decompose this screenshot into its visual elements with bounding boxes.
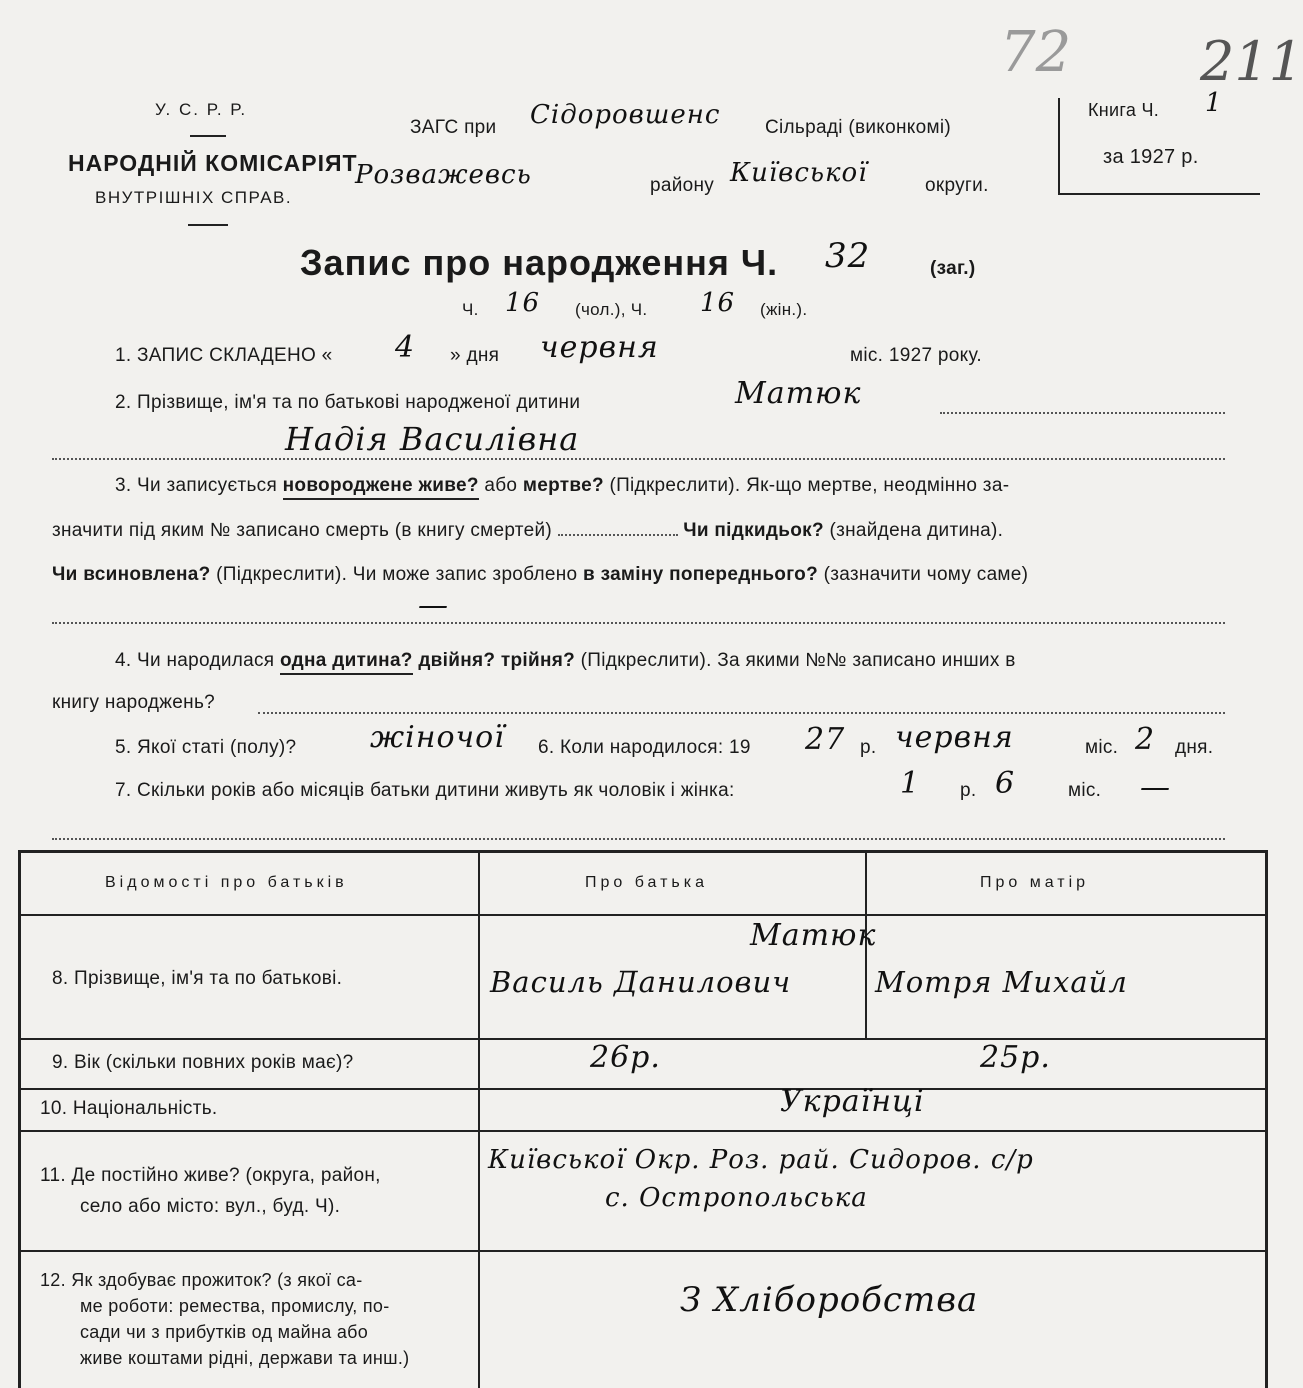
q4-line-answer (258, 712, 1225, 714)
q3-text-a: 3. Чи записується (115, 475, 278, 496)
row12-label-2: ме роботи: ремества, промислу, по- (80, 1296, 390, 1316)
q7-months-handwritten: 6 (995, 766, 1016, 801)
q3-replacement-option: в заміну попереднього? (583, 564, 818, 585)
q3-line-answer (52, 622, 1225, 624)
q4-twins-option: двійня? (418, 650, 496, 671)
q3-text-c: або (484, 475, 518, 496)
female-label: (жін.). (760, 300, 808, 319)
row12-occupation-handwritten: З Хліборобства (680, 1280, 979, 1320)
okruhy-label: округи. (925, 175, 989, 196)
rayonu-label: району (650, 175, 715, 196)
village-handwritten: Сідоровшенс (530, 100, 721, 130)
q3-text-e: (Підкреслити). Як-що мертве, неодмінно за- (609, 475, 1010, 496)
row8-mother-handwritten: Мотря Михайл (875, 965, 1128, 999)
q7-years-handwritten: 1 (900, 766, 921, 801)
q7-line-answer (52, 838, 1225, 840)
row10-label: 10. Національність. (40, 1098, 218, 1119)
q4-text-e: (Підкреслити). За якими №№ записано инших в (580, 650, 1016, 671)
internal-affairs-label: ВНУТРІШНІХ СПРАВ. (95, 188, 293, 207)
table-header-mother: Про матір (980, 874, 1090, 891)
q1-suffix: міс. 1927 року. (850, 345, 982, 366)
okruha-handwritten: Київської (730, 158, 868, 188)
table-left-border (18, 850, 21, 1388)
row9-label: 9. Вік (скільки повних років має)? (52, 1052, 354, 1073)
commissariat-label: НАРОДНІЙ КОМІСАРІЯТ (68, 150, 358, 176)
book-label: Книга Ч. (1088, 100, 1160, 120)
q4-line2: книгу народжень? (52, 692, 216, 713)
q3-text-3b: (Підкреслити). Чи може запис зроблено (216, 564, 578, 585)
q2-surname-handwritten: Матюк (735, 376, 862, 411)
row9-mother-age-handwritten: 25р. (980, 1040, 1051, 1075)
table-row-divider-3 (18, 1130, 1268, 1132)
row12-label-3: сади чи з прибутків од майна або (80, 1322, 369, 1342)
table-row-divider-2 (18, 1088, 1268, 1090)
q6-month-handwritten: червня (895, 720, 1014, 755)
table-top-border (18, 850, 1268, 853)
row10-nationality-handwritten: Українці (780, 1084, 925, 1119)
zags-prefix: ЗАГС при (410, 117, 497, 138)
male-count-handwritten: 16 (505, 288, 541, 318)
q7-mis: міс. (1068, 780, 1102, 801)
record-title: Запис про народження Ч. (300, 242, 779, 283)
q7-dash-handwritten: — (1140, 770, 1171, 805)
q5-value-handwritten: жіночої (370, 720, 505, 755)
row8-label: 8. Прізвище, ім'я та по батькові. (52, 968, 343, 989)
row12-label-4: живе коштами рідні, держави та инш.) (80, 1348, 410, 1368)
book-box-bottom (1058, 193, 1260, 195)
row8-father-handwritten: Василь Данилович (490, 965, 792, 999)
q2-label: 2. Прізвище, ім'я та по батькові народженої дитини (115, 392, 581, 413)
header-rule-1 (190, 135, 226, 137)
q3-text-2a: значити під яким № записано смерть (в книгу смертей) (52, 520, 552, 541)
q4-text-a: 4. Чи народилася (115, 650, 275, 671)
q3-foundling-option: Чи підкидьок? (683, 520, 824, 541)
q6-prefix: 6. Коли народилося: 19 (538, 737, 751, 758)
table-col-divider-1 (478, 850, 480, 1388)
book-year: за 1927 р. (1103, 146, 1199, 168)
row11-label-2: село або місто: вул., буд. Ч). (80, 1196, 341, 1217)
q3-text-2c: (знайдена дитина). (829, 520, 1004, 541)
q6-r: р. (860, 737, 877, 758)
q2-line-1 (940, 412, 1225, 414)
q4-triplets-option: трійня? (500, 650, 576, 671)
header-rule-2 (188, 224, 228, 226)
q3-adopted-option: Чи всиновлена? (52, 564, 211, 585)
row8-surname-handwritten: Матюк (750, 918, 877, 953)
record-number-handwritten: 32 (825, 236, 871, 276)
q2-name-handwritten: Надія Василівна (285, 420, 580, 458)
pencil-mark-top: 72 (1000, 20, 1072, 85)
district-handwritten: Розважевсь (355, 160, 532, 190)
q1-day-handwritten: 4 (395, 330, 416, 365)
row9-father-age-handwritten: 26р. (590, 1040, 661, 1075)
book-box-left (1058, 98, 1060, 194)
q3-dash-handwritten: — (418, 588, 449, 623)
q3-alive-option: новороджене живе? (283, 475, 479, 500)
q1-prefix: 1. ЗАПИС СКЛАДЕНО « (115, 345, 333, 366)
selradi-label: Сільраді (виконкомі) (765, 117, 951, 138)
book-number-handwritten: 1 (1205, 88, 1223, 118)
q6-day-handwritten: 2 (1135, 722, 1156, 757)
table-header-info: Відомості про батьків (105, 874, 348, 891)
subtitle-ch: Ч. (462, 300, 479, 319)
q7-label: 7. Скільки років або місяців батьки дитини живуть як чоловік і жінка: (115, 780, 735, 801)
ussr-label: У. С. Р. Р. (155, 100, 248, 119)
q2-line-2 (52, 458, 1225, 460)
q3-line1 (115, 475, 1009, 497)
q1-mid: » дня (450, 345, 500, 366)
q5-label: 5. Якої статі (полу)? (115, 737, 297, 758)
q7-r: р. (960, 780, 977, 801)
q1-month-handwritten: червня (540, 330, 659, 365)
q3-text-3d: (зазначити чому саме) (823, 564, 1029, 585)
table-header-father: Про батька (585, 874, 708, 891)
q6-dnya: дня. (1175, 737, 1214, 758)
pencil-mark-right: 211 (1200, 30, 1303, 93)
row12-label-1: 12. Як здобуває прожиток? (з якої са- (40, 1270, 363, 1290)
table-row-divider-4 (18, 1250, 1268, 1252)
row11-label-1: 11. Де постійно живе? (округа, район, (40, 1165, 381, 1186)
record-title-suffix: (заг.) (930, 258, 976, 279)
q4-line1 (115, 650, 1016, 672)
table-right-border (1265, 850, 1268, 1388)
q6-mis: міс. (1085, 737, 1119, 758)
q3-line3 (52, 564, 1028, 586)
q6-year-handwritten: 27 (805, 722, 846, 757)
table-header-divider (18, 914, 1268, 916)
q4-single-option: одна дитина? (280, 650, 413, 675)
row11-address-line1-handwritten: Київської Окр. Роз. рай. Сидоров. с/р (488, 1145, 1034, 1175)
q3-dead-option: мертве? (522, 475, 604, 496)
q3-line2 (52, 520, 1003, 542)
female-count-handwritten: 16 (700, 288, 736, 318)
male-label: (чол.), Ч. (575, 300, 648, 319)
row11-address-line2-handwritten: с. Остропольська (605, 1183, 868, 1213)
